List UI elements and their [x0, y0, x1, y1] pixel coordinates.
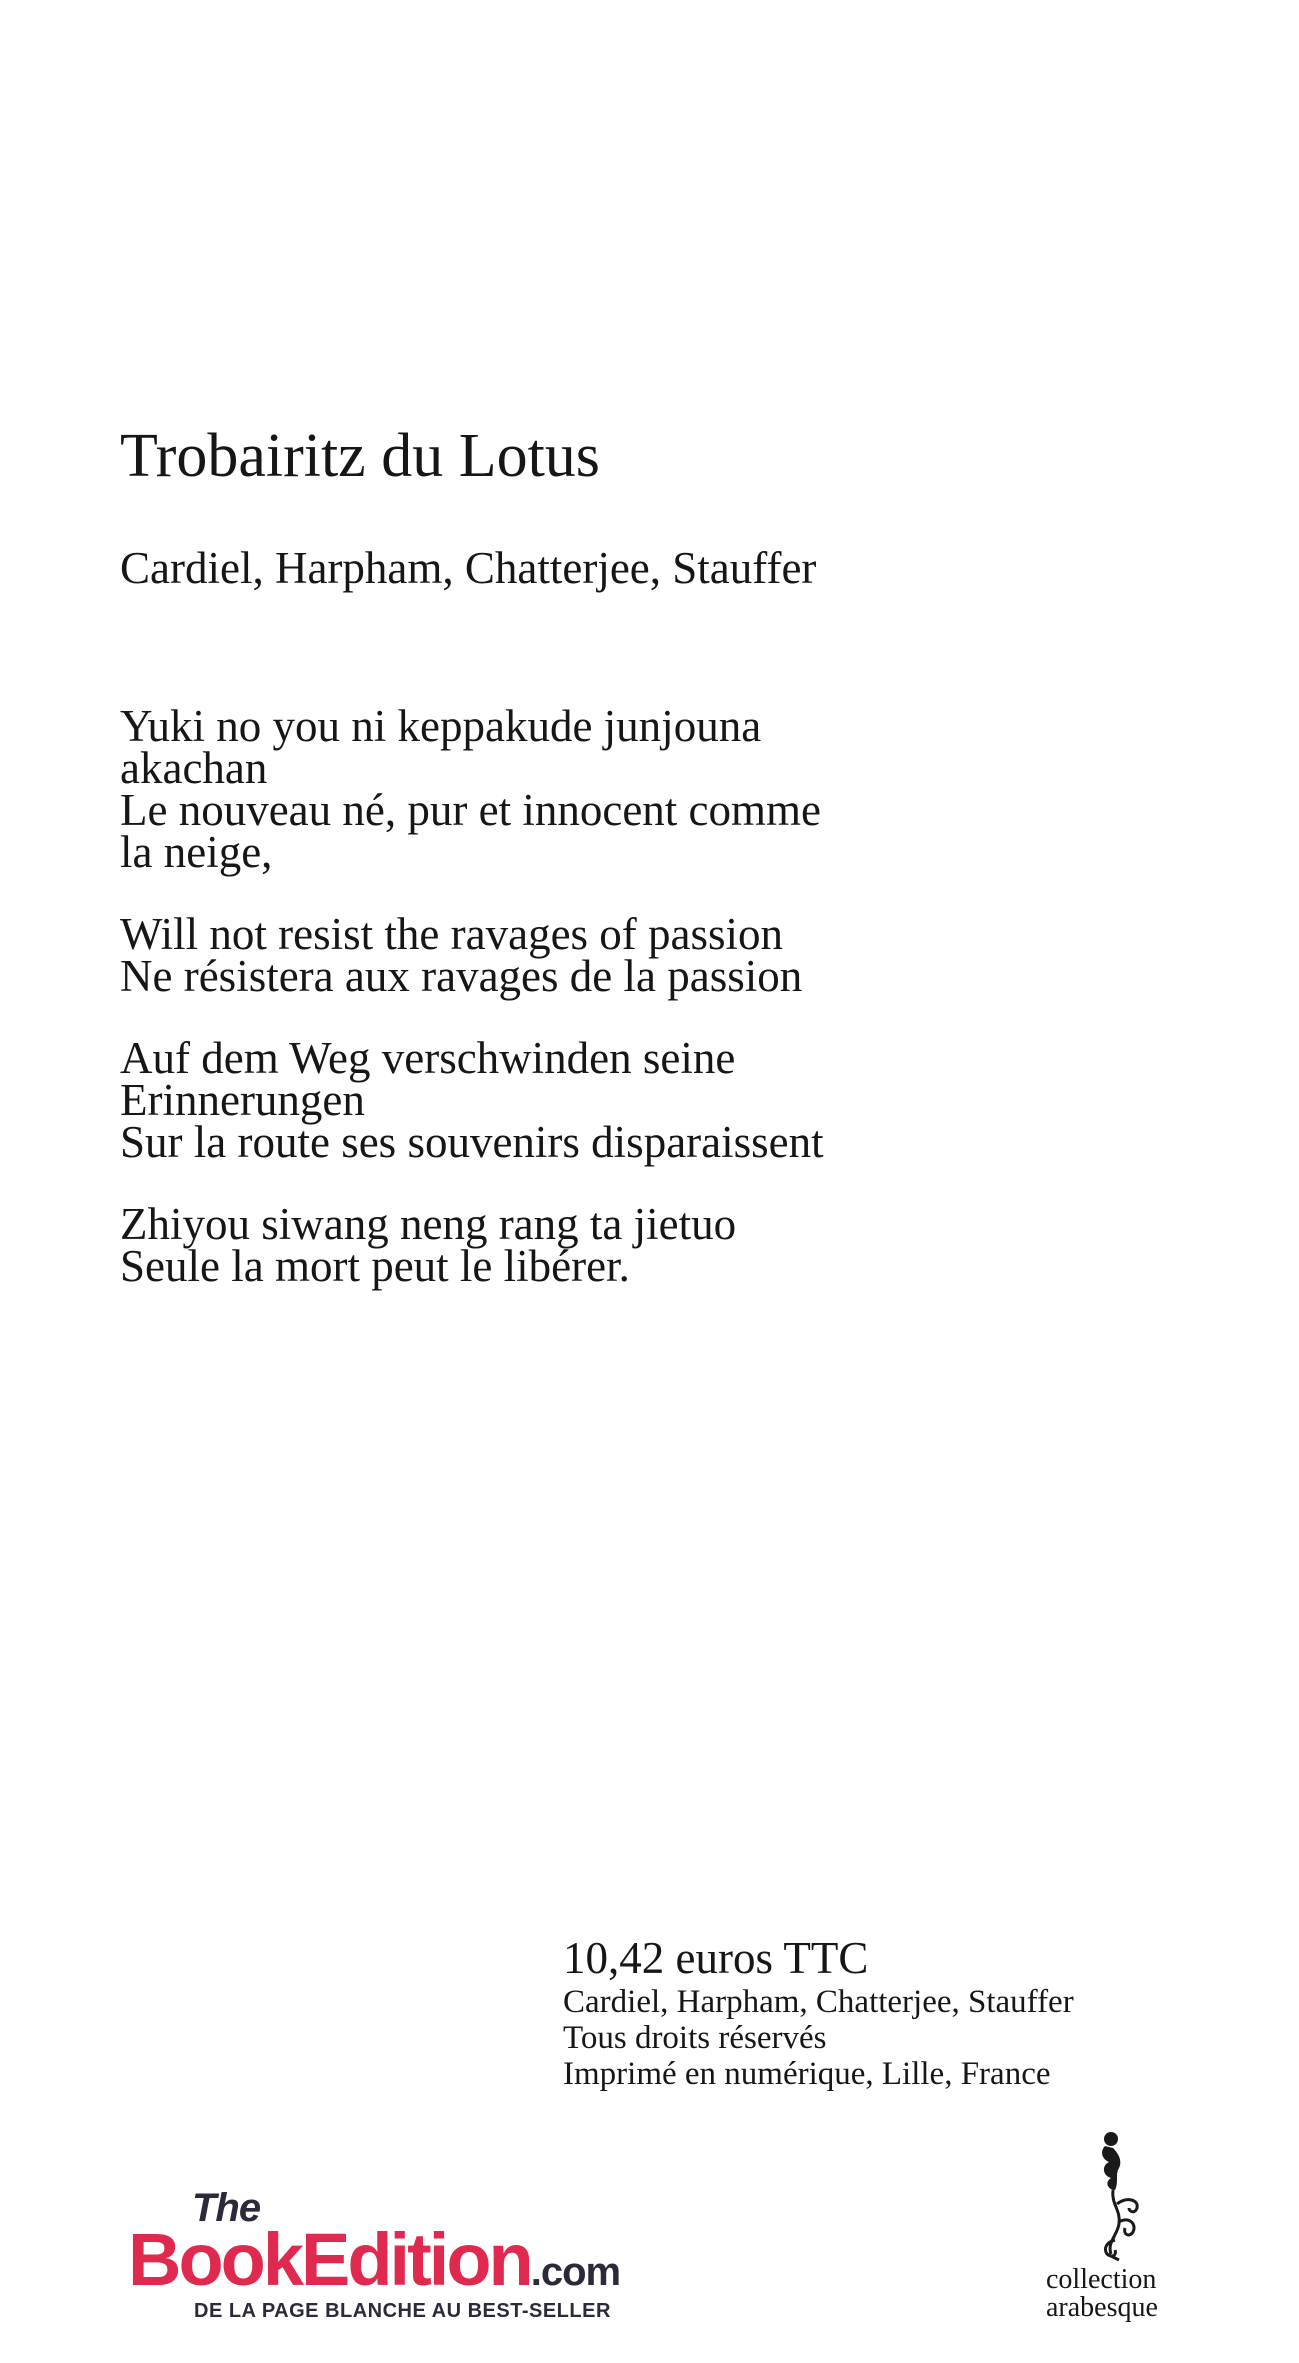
colophon [563, 1932, 1263, 2092]
poem-line: Seule la mort peut le libérer. [120, 1241, 630, 1291]
poem-stanza [120, 1199, 1020, 1291]
collection-label-line2: arabesque [1046, 2292, 1158, 2323]
poem-line: Auf dem Weg verschwinden seine [120, 1033, 736, 1083]
poem-line: Ne résistera aux ravages de la passion [120, 951, 803, 1001]
book-authors: Cardiel, Harpham, Chatterjee, Stauffer [120, 543, 817, 593]
poem-line: Sur la route ses souvenirs disparaissent [120, 1117, 824, 1167]
arabesque-figure-icon [1040, 2130, 1200, 2262]
poem-line: Yuki no you ni keppakude junjouna [120, 701, 762, 751]
poem-line: la neige, [120, 827, 273, 877]
logo-the-text: The [192, 2186, 261, 2230]
poem-stanza [120, 1033, 1020, 1167]
logo-domain-text: .com [530, 2250, 621, 2294]
poem-line: Erinnerungen [120, 1075, 365, 1125]
printing-notice: Imprimé en numérique, Lille, France [563, 2056, 1051, 2092]
price: 10,42 euros TTC [563, 1933, 869, 1983]
collection-label [1040, 2266, 1200, 2322]
book-title: Trobairitz du Lotus [120, 422, 600, 490]
logo-tagline: DE LA PAGE BLANCHE AU BEST-SELLER [194, 2300, 611, 2322]
poem-line: Will not resist the ravages of passion [120, 909, 784, 959]
rights-notice: Tous droits réservés [563, 2020, 827, 2056]
poem-stanza [120, 701, 1020, 877]
logo-name-text: BookEdition [128, 2218, 531, 2301]
poem-line: Zhiyou siwang neng rang ta jietuo [120, 1199, 737, 1249]
poem-line: Le nouveau né, pur et innocent comme [120, 785, 821, 835]
poem [120, 701, 1020, 1327]
colophon-authors: Cardiel, Harpham, Chatterjee, Stauffer [563, 1984, 1074, 2020]
publisher-logo [128, 2188, 728, 2328]
poem-line: akachan [120, 743, 268, 793]
poem-stanza [120, 909, 1020, 1001]
collection-mark [1040, 2130, 1200, 2330]
collection-label-line1: collection [1046, 2264, 1157, 2295]
